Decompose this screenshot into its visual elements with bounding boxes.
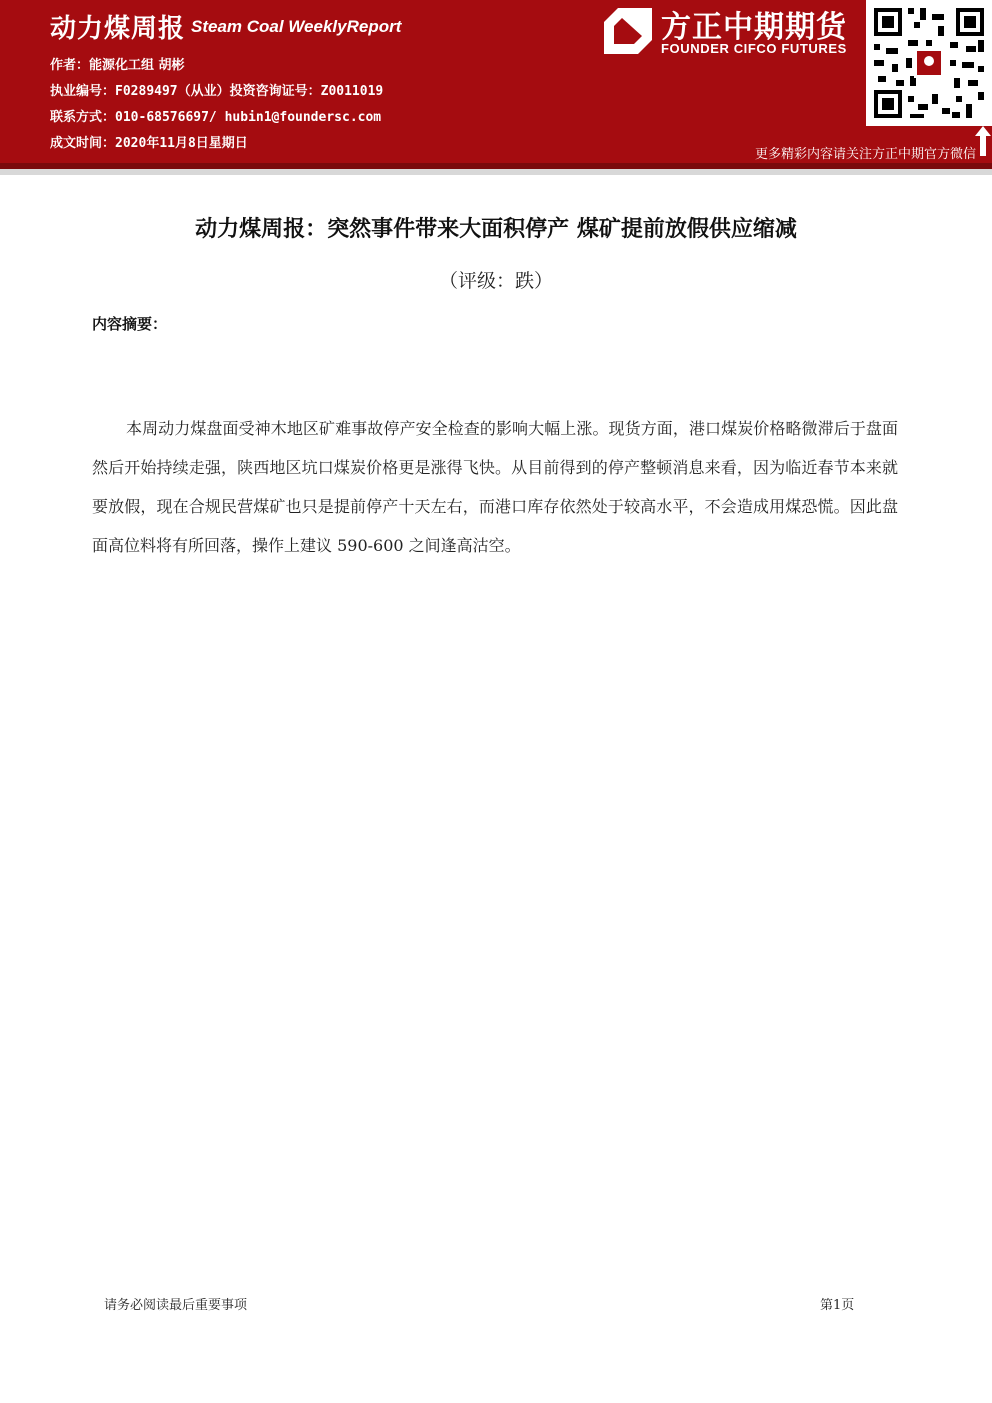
license-value: F0289497（从业）投资咨询证号：Z0011019 [115, 84, 384, 99]
brand-name-cn: 方正中期期货 [661, 10, 847, 45]
header-shadow-divider [0, 169, 992, 175]
license-label: 执业编号： [50, 84, 116, 99]
report-header [0, 0, 992, 165]
license-line [50, 80, 383, 99]
date-label: 成文时间： [50, 136, 116, 151]
contact-value: 010-68576697/ hubin1@foundersc.com [115, 110, 382, 125]
author-value: 能源化工组 胡彬 [89, 58, 185, 73]
page-number: 第1页 [820, 1298, 855, 1313]
wechat-follow-note: 更多精彩内容请关注方正中期官方微信 [754, 147, 976, 162]
author-line [50, 54, 185, 73]
founder-logo-icon [604, 8, 652, 54]
author-label: 作者： [50, 58, 90, 73]
footer-notice: 请务必阅读最后重要事项 [104, 1298, 248, 1313]
contact-line [50, 106, 381, 125]
brand-name-en: FOUNDER CIFCO FUTURES [661, 41, 847, 56]
summary-paragraph: 本周动力煤盘面受神木地区矿难事故停产安全检查的影响大幅上涨。现货方面，港口煤炭价格略微滞后于盘面然后开始持续走强，陕西地区坑口煤炭价格更是涨得飞快。从目前得到的停产整顿消息来看，因为临近春节本来就要放假，现在合规民营煤矿也只是提前停产十天左右，而港口库存依然处于较高水平，不会造成用煤恐慌。因此盘面高位料将有所回落，操作上建议 590-600 之间逢高沽空。 [92, 419, 898, 555]
qr-code-icon [866, 0, 992, 126]
report-title: 动力煤周报：突然事件带来大面积停产 煤矿提前放假供应缩减 [195, 217, 797, 242]
report-series-title: 动力煤周报 [50, 14, 186, 44]
up-arrow-icon [975, 126, 991, 156]
date-line [50, 132, 248, 151]
report-series-title-en: Steam Coal WeeklyReport [191, 17, 402, 36]
report-rating: （评级：跌） [438, 270, 553, 292]
wechat-qr-code [866, 0, 992, 126]
date-value: 2020年11月8日星期日 [115, 136, 248, 151]
summary-label: 内容摘要： [92, 315, 168, 333]
contact-label: 联系方式： [50, 110, 116, 125]
